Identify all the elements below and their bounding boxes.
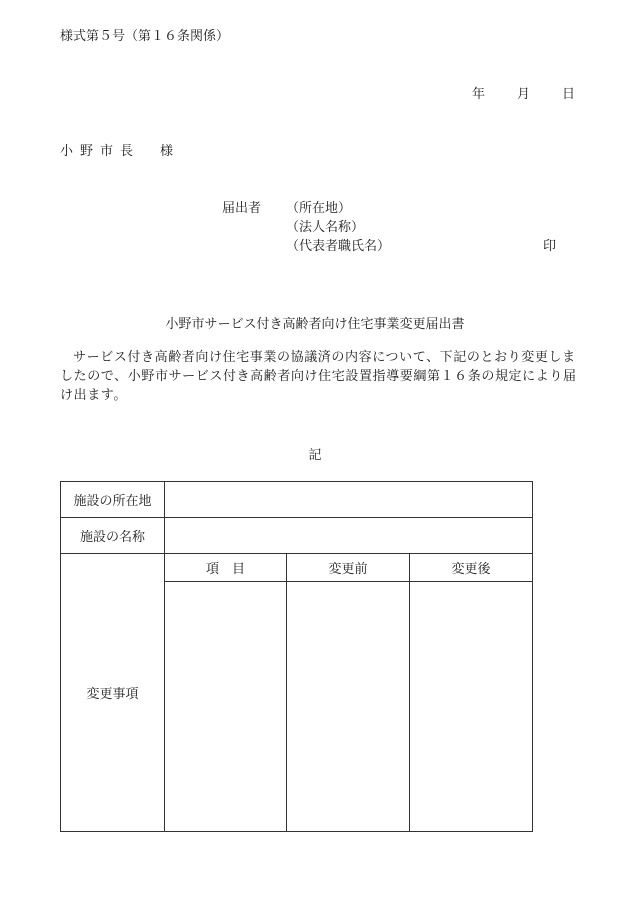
notifier-representative-label: （代表者職氏名） — [286, 239, 391, 254]
change-table — [60, 481, 533, 832]
facility-address-value — [165, 482, 533, 518]
column-item-header: 項 目 — [165, 554, 287, 582]
table-row — [61, 554, 533, 582]
after-cell — [410, 582, 533, 832]
before-cell — [287, 582, 410, 832]
notifier-label: 届出者 — [222, 201, 262, 216]
column-after-header: 変更後 — [410, 554, 533, 582]
date-line — [472, 83, 575, 102]
document-title: 小野市サービス付き高齢者向け住宅事業変更届出書 — [165, 317, 465, 332]
addressee: 小野市長 様 — [60, 144, 181, 159]
table-row — [61, 482, 533, 518]
notifier-address-label: （所在地） — [286, 201, 352, 216]
notifier-corporation-label: （法人名称） — [286, 220, 365, 235]
change-items-label: 変更事項 — [61, 554, 165, 832]
facility-name-value — [165, 518, 533, 554]
facility-name-label: 施設の名称 — [61, 518, 165, 554]
facility-address-label: 施設の所在地 — [61, 482, 165, 518]
date-month: 月 — [517, 87, 531, 102]
column-before-header: 変更前 — [287, 554, 410, 582]
ki-heading: 記 — [308, 448, 322, 463]
date-day: 日 — [562, 87, 576, 102]
form-number: 様式第５号（第１６条関係） — [60, 29, 230, 44]
item-cell — [165, 582, 287, 832]
date-year: 年 — [472, 87, 486, 102]
table-row — [61, 518, 533, 554]
seal-mark: 印 — [543, 239, 557, 254]
body-text: サービス付き高齢者向け住宅事業の協議済の内容について、下記のとおり変更しましたので、小野市サービス付き高齢者向け住宅設置指導要綱第１６条の規定により届け出ます。 — [60, 350, 577, 403]
